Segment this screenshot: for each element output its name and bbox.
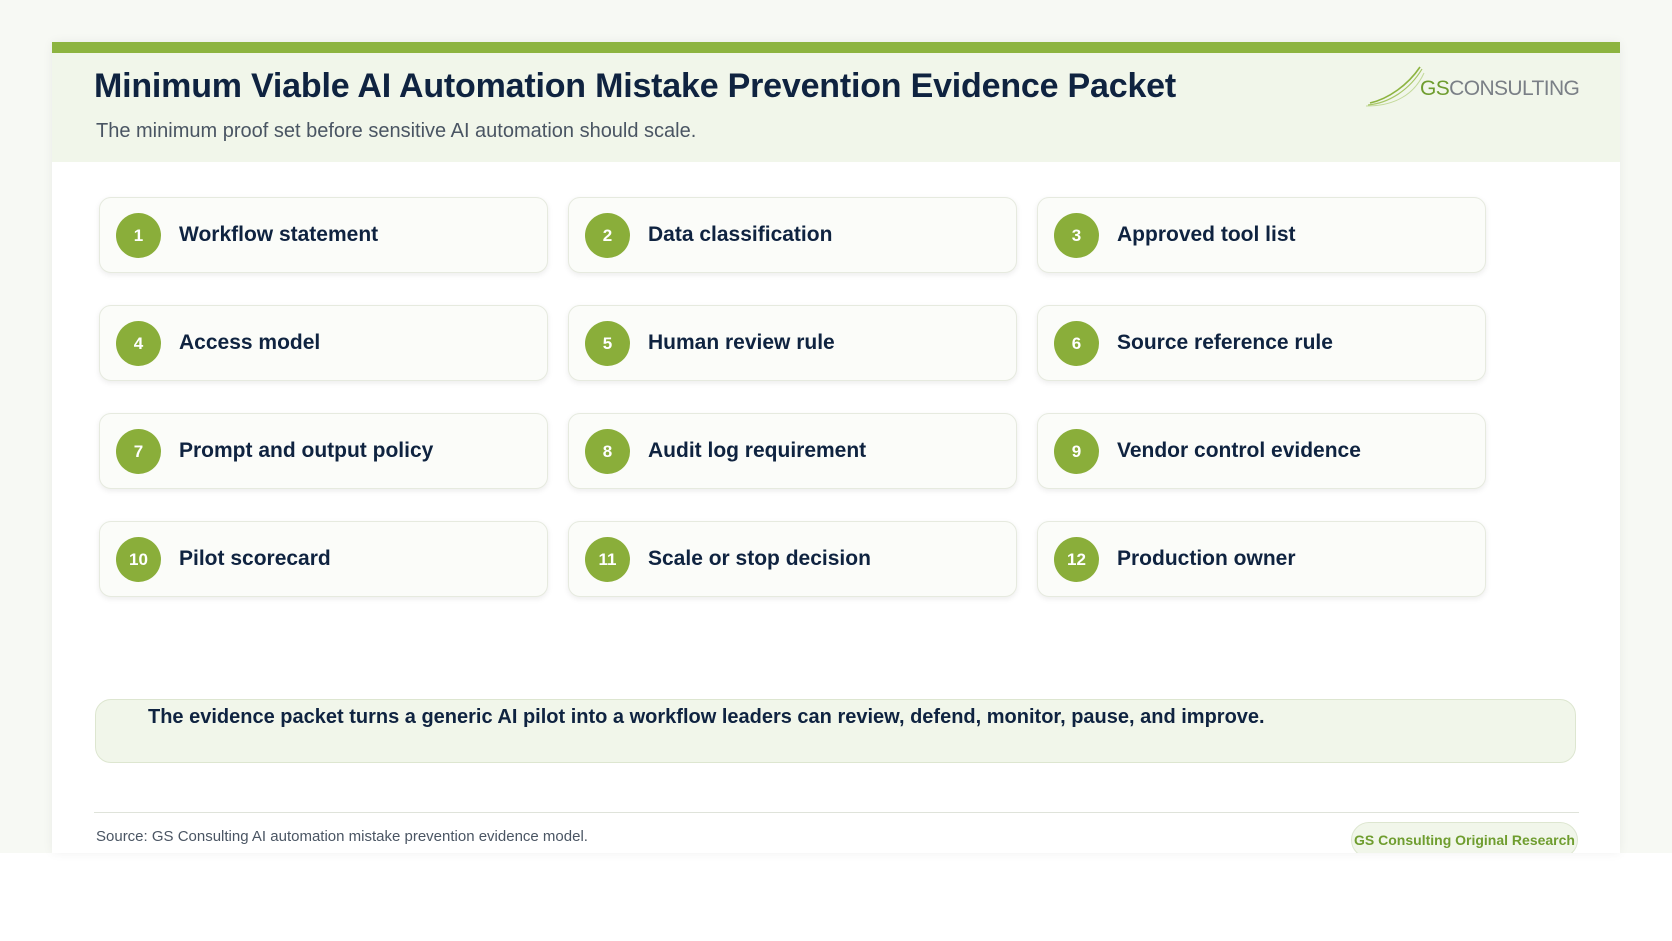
- original-research-badge: GS Consulting Original Research: [1351, 822, 1578, 853]
- evidence-item: [99, 521, 548, 597]
- item-number-badge: 3: [1054, 213, 1099, 258]
- item-number-badge: 4: [116, 321, 161, 366]
- evidence-item: [1037, 197, 1486, 273]
- item-number-badge: 5: [585, 321, 630, 366]
- item-number-badge: 1: [116, 213, 161, 258]
- callout-text: The evidence packet turns a generic AI pilot into a workflow leaders can review, defend, monitor, pause, and improve.: [148, 706, 1265, 728]
- source-note: Source: GS Consulting AI automation mistake prevention evidence model.: [96, 828, 588, 845]
- evidence-item: [568, 521, 1017, 597]
- evidence-item: [99, 413, 548, 489]
- evidence-item: [99, 305, 548, 381]
- footer-divider: [94, 812, 1579, 813]
- item-label: Scale or stop decision: [648, 547, 871, 570]
- item-number-badge: 12: [1054, 537, 1099, 582]
- header: [52, 53, 1620, 162]
- item-number-badge: 11: [585, 537, 630, 582]
- item-label: Vendor control evidence: [1117, 439, 1361, 462]
- item-label: Source reference rule: [1117, 331, 1333, 354]
- item-label: Pilot scorecard: [179, 547, 331, 570]
- item-number-badge: 7: [116, 429, 161, 474]
- item-label: Production owner: [1117, 547, 1296, 570]
- evidence-item: [568, 197, 1017, 273]
- item-label: Human review rule: [648, 331, 835, 354]
- item-label: Access model: [179, 331, 321, 354]
- callout-box: [95, 699, 1576, 763]
- item-number-badge: 2: [585, 213, 630, 258]
- evidence-item: [99, 197, 548, 273]
- item-number-badge: 9: [1054, 429, 1099, 474]
- item-label: Approved tool list: [1117, 223, 1296, 246]
- evidence-item: [568, 413, 1017, 489]
- evidence-item: [568, 305, 1017, 381]
- item-label: Audit log requirement: [648, 439, 867, 462]
- company-logo: GSCONSULTING: [1420, 77, 1580, 100]
- item-label: Workflow statement: [179, 223, 379, 246]
- item-number-badge: 10: [116, 537, 161, 582]
- page-title: Minimum Viable AI Automation Mistake Prevention Evidence Packet: [94, 67, 1176, 105]
- item-label: Prompt and output policy: [179, 439, 434, 462]
- accent-top-bar: [52, 42, 1620, 53]
- item-number-badge: 8: [585, 429, 630, 474]
- evidence-item: [1037, 413, 1486, 489]
- evidence-item: [1037, 305, 1486, 381]
- item-label: Data classification: [648, 223, 833, 246]
- evidence-item: [1037, 521, 1486, 597]
- evidence-packet-card: [52, 42, 1620, 853]
- page-subtitle: The minimum proof set before sensitive AI automation should scale.: [96, 120, 697, 142]
- item-number-badge: 6: [1054, 321, 1099, 366]
